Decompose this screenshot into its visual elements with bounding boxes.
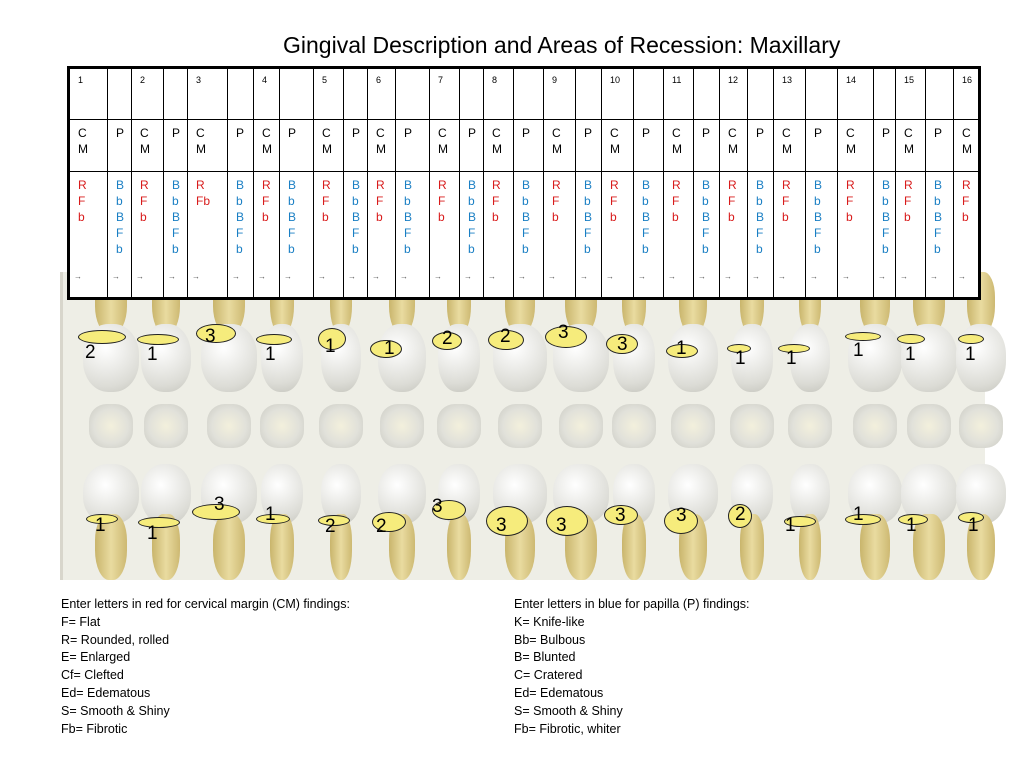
lingual-recession-value: 2 (735, 504, 746, 525)
cm-findings[interactable]: R F b (904, 178, 913, 224)
p-findings[interactable]: B b B F b (642, 178, 651, 256)
legend-heading: Enter letters in red for cervical margin (CM) findings: (61, 597, 350, 611)
tooth-column-cm-5[interactable] (314, 69, 344, 297)
tooth-column-p[interactable] (108, 69, 132, 297)
tooth-column-p[interactable] (514, 69, 544, 297)
tooth-column-p[interactable] (694, 69, 720, 297)
p-findings[interactable]: B b B F b (702, 178, 711, 256)
tooth-column-p[interactable] (634, 69, 664, 297)
cm-header: C M (322, 126, 332, 156)
occlusal-view-11 (671, 404, 715, 448)
row-marker: → (232, 272, 240, 281)
tooth-column-p[interactable] (748, 69, 774, 297)
row-marker: → (434, 272, 442, 281)
lingual-recession-value: 1 (853, 504, 864, 525)
row-marker: → (668, 272, 676, 281)
tooth-column-cm-15[interactable] (896, 69, 926, 297)
tooth-column-cm-8[interactable] (484, 69, 514, 297)
occlusal-view-4 (260, 404, 304, 448)
facial-recession-value: 1 (735, 348, 746, 369)
row-marker: → (318, 272, 326, 281)
row-marker: → (548, 272, 556, 281)
cm-header: C M (552, 126, 562, 156)
cm-findings[interactable]: R F b (376, 178, 385, 224)
legend-item: F= Flat (61, 614, 101, 629)
legend-item: B= Blunted (514, 650, 576, 665)
cm-findings[interactable]: R F b (782, 178, 791, 224)
tooth-column-p[interactable] (280, 69, 314, 297)
p-findings[interactable]: B b B F b (352, 178, 361, 256)
facial-recession-value: 3 (205, 326, 216, 347)
row-marker: → (400, 272, 408, 281)
cm-header: C M (846, 126, 856, 156)
tooth-column-p[interactable] (344, 69, 368, 297)
occlusal-view-16 (959, 404, 1003, 448)
facial-recession-value: 2 (442, 328, 453, 349)
p-header: P (522, 126, 531, 140)
facial-recession-value: 1 (965, 344, 976, 365)
facial-recession-value: 3 (558, 322, 569, 343)
cm-findings[interactable]: R F b (728, 178, 737, 224)
occlusal-view-9 (559, 404, 603, 448)
p-header: P (814, 126, 823, 140)
cm-header: C M (78, 126, 88, 156)
occlusal-view-14 (853, 404, 897, 448)
legend-item: R= Rounded, rolled (61, 632, 170, 647)
cm-findings[interactable]: R F b (672, 178, 681, 224)
cm-header: C M (904, 126, 914, 156)
tooth-number: 13 (782, 75, 793, 85)
occlusal-view-7 (437, 404, 481, 448)
facial-recession-band (958, 334, 984, 344)
legend-item: Cf= Clefted (61, 668, 124, 683)
tooth-number: 4 (262, 75, 268, 85)
lingual-recession-value: 3 (556, 515, 567, 536)
tooth-number: 10 (610, 75, 621, 85)
tooth-column-p[interactable] (874, 69, 896, 297)
p-header: P (404, 126, 413, 140)
tooth-number: 8 (492, 75, 498, 85)
row-marker: → (900, 272, 908, 281)
cm-header: C M (438, 126, 448, 156)
p-findings[interactable]: B b B F b (756, 178, 765, 256)
row-marker: → (284, 272, 292, 281)
tooth-column-p[interactable] (806, 69, 838, 297)
row-marker: → (958, 272, 966, 281)
lingual-recession-value: 3 (432, 496, 443, 517)
row-marker: → (136, 272, 144, 281)
tooth-column-cm-3[interactable] (188, 69, 228, 297)
dental-chart-illustration (60, 272, 985, 580)
tooth-column-p[interactable] (228, 69, 254, 297)
occlusal-view-15 (907, 404, 951, 448)
tooth-number: 11 (672, 75, 682, 85)
tooth-column-p[interactable] (460, 69, 484, 297)
p-findings[interactable]: B b B F b (522, 178, 531, 256)
tooth-column-p[interactable] (576, 69, 602, 297)
tooth-column-cm-14[interactable] (838, 69, 874, 297)
lingual-tooth-7 (438, 464, 480, 580)
tooth-number: 7 (438, 75, 444, 85)
row-marker: → (192, 272, 200, 281)
facial-recession-value: 1 (265, 344, 276, 365)
tooth-number: 6 (376, 75, 382, 85)
p-header: P (756, 126, 765, 140)
lingual-recession-band (138, 517, 180, 528)
p-findings[interactable]: B b B F b (934, 178, 943, 256)
tooth-number: 9 (552, 75, 558, 85)
cm-header: C M (262, 126, 272, 156)
tooth-column-cm-12[interactable] (720, 69, 748, 297)
p-header: P (352, 126, 361, 140)
cm-findings[interactable]: R F b (610, 178, 619, 224)
facial-recession-value: 1 (786, 348, 797, 369)
cm-header: C M (376, 126, 386, 156)
occlusal-view-13 (788, 404, 832, 448)
tooth-column-cm-13[interactable] (774, 69, 806, 297)
legend-item: Fb= Fibrotic (61, 721, 128, 736)
p-header: P (288, 126, 297, 140)
facial-recession-band (196, 324, 236, 343)
row-marker: → (842, 272, 850, 281)
tooth-column-cm-4[interactable] (254, 69, 280, 297)
p-header: P (116, 126, 125, 140)
row-marker: → (74, 272, 82, 281)
legend-heading: Enter letters in blue for papilla (P) findings: (514, 597, 750, 611)
facial-recession-band (137, 334, 179, 345)
legend-item: Bb= Bulbous (514, 632, 586, 647)
occlusal-view-10 (612, 404, 656, 448)
tooth-number: 3 (196, 75, 202, 85)
tooth-number: 2 (140, 75, 146, 85)
occlusal-view-12 (730, 404, 774, 448)
tooth-number: 5 (322, 75, 328, 85)
tooth-column-cm-6[interactable] (368, 69, 396, 297)
row-marker: → (112, 272, 120, 281)
p-findings[interactable]: B b B F b (288, 178, 297, 256)
lingual-recession-value: 1 (147, 523, 158, 544)
cm-findings[interactable]: R F b (262, 178, 271, 224)
gingival-grid (67, 66, 981, 300)
lingual-recession-value: 2 (325, 516, 336, 537)
facial-recession-value: 1 (384, 338, 395, 359)
row-marker: → (518, 272, 526, 281)
p-findings[interactable]: B b B F b (814, 178, 823, 256)
tooth-column-cm-16[interactable] (954, 69, 980, 297)
legend-item: E= Enlarged (61, 650, 131, 665)
lingual-recession-value: 3 (214, 494, 225, 515)
p-header: P (172, 126, 181, 140)
legend-item: S= Smooth & Shiny (61, 703, 170, 718)
tooth-number: 12 (728, 75, 739, 85)
cm-findings[interactable]: R F b (322, 178, 331, 224)
tooth-column-cm-2[interactable] (132, 69, 164, 297)
tooth-number: 15 (904, 75, 915, 85)
lingual-recession-value: 3 (496, 515, 507, 536)
facial-recession-value: 2 (85, 342, 96, 363)
cm-findings[interactable]: R F b (438, 178, 447, 224)
row-marker: → (698, 272, 706, 281)
legend-item: S= Smooth & Shiny (514, 703, 623, 718)
tooth-column-cm-10[interactable] (602, 69, 634, 297)
cm-header: C M (492, 126, 502, 156)
occlusal-view-1 (89, 404, 133, 448)
cm-findings[interactable]: R Fb (196, 178, 211, 208)
row-marker: → (606, 272, 614, 281)
occlusal-view-6 (380, 404, 424, 448)
tooth-number: 14 (846, 75, 857, 85)
lingual-tooth-3 (201, 464, 257, 580)
page-title: Gingival Description and Areas of Recession: Maxillary (283, 32, 841, 58)
tooth-column-p[interactable] (926, 69, 954, 297)
cm-findings[interactable]: R F b (962, 178, 971, 224)
facial-recession-value: 1 (325, 336, 336, 357)
facial-recession-value: 2 (500, 326, 511, 347)
legend-item: Ed= Edematous (514, 685, 604, 700)
p-findings[interactable]: B b B F b (468, 178, 477, 256)
lingual-recession-value: 1 (95, 515, 106, 536)
tooth-column-cm-7[interactable] (430, 69, 460, 297)
legend-cervical-margin (61, 596, 350, 738)
facial-recession-value: 1 (853, 340, 864, 361)
lingual-recession-value: 3 (615, 505, 626, 526)
legend-item: Fb= Fibrotic, whiter (514, 721, 621, 736)
lingual-recession-value: 1 (265, 504, 276, 525)
tooth-number: 16 (962, 75, 973, 85)
occlusal-view-5 (319, 404, 363, 448)
facial-recession-value: 3 (617, 334, 628, 355)
row-marker: → (810, 272, 818, 281)
legend-papilla (514, 596, 750, 738)
cm-header: C M (140, 126, 150, 156)
p-findings[interactable]: B b B F b (882, 178, 891, 256)
p-header: P (934, 126, 943, 140)
lingual-recession-value: 1 (906, 515, 917, 536)
tooth-number: 1 (78, 75, 84, 85)
row-marker: → (752, 272, 760, 281)
facial-recession-value: 1 (676, 338, 687, 359)
row-marker: → (168, 272, 176, 281)
lingual-recession-band (546, 506, 588, 536)
row-marker: → (348, 272, 356, 281)
row-marker: → (488, 272, 496, 281)
legend-item: Ed= Edematous (61, 685, 151, 700)
p-header: P (236, 126, 245, 140)
tooth-column-cm-11[interactable] (664, 69, 694, 297)
row-marker: → (724, 272, 732, 281)
facial-recession-band (897, 334, 925, 344)
tooth-column-cm-1[interactable] (70, 69, 108, 297)
cm-header: C M (672, 126, 682, 156)
p-findings[interactable]: B b B F b (236, 178, 245, 256)
occlusal-view-3 (207, 404, 251, 448)
lingual-recession-band (486, 506, 528, 536)
p-header: P (702, 126, 711, 140)
cm-findings[interactable]: R F b (140, 178, 149, 224)
p-findings[interactable]: B b B F b (404, 178, 413, 256)
cm-header: C M (196, 126, 206, 156)
cm-header: C M (962, 126, 972, 156)
facial-recession-value: 1 (905, 344, 916, 365)
occlusal-view-2 (144, 404, 188, 448)
p-header: P (882, 126, 891, 140)
row-marker: → (580, 272, 588, 281)
lingual-recession-value: 1 (785, 515, 796, 536)
lingual-recession-value: 1 (968, 515, 979, 536)
facial-recession-value: 1 (147, 344, 158, 365)
row-marker: → (464, 272, 472, 281)
tooth-column-p[interactable] (164, 69, 188, 297)
p-findings[interactable]: B b B F b (172, 178, 181, 256)
lingual-recession-value: 2 (376, 516, 387, 537)
lingual-recession-value: 3 (676, 505, 687, 526)
row-marker: → (372, 272, 380, 281)
legend-item: C= Cratered (514, 668, 583, 683)
row-marker: → (258, 272, 266, 281)
cm-findings[interactable]: R F b (492, 178, 501, 224)
legend-item: K= Knife-like (514, 614, 585, 629)
tooth-column-p[interactable] (396, 69, 430, 297)
tooth-column-cm-9[interactable] (544, 69, 576, 297)
row-marker: → (638, 272, 646, 281)
cm-findings[interactable]: R F b (78, 178, 87, 224)
row-marker: → (878, 272, 886, 281)
cm-findings[interactable]: R F b (552, 178, 561, 224)
cm-header: C M (728, 126, 738, 156)
p-header: P (584, 126, 593, 140)
row-marker: → (930, 272, 938, 281)
occlusal-view-8 (498, 404, 542, 448)
p-findings[interactable]: B b B F b (116, 178, 125, 256)
cm-findings[interactable]: R F b (846, 178, 855, 224)
p-header: P (642, 126, 651, 140)
row-marker: → (778, 272, 786, 281)
p-findings[interactable]: B b B F b (584, 178, 593, 256)
cm-header: C M (782, 126, 792, 156)
p-header: P (468, 126, 477, 140)
cm-header: C M (610, 126, 620, 156)
